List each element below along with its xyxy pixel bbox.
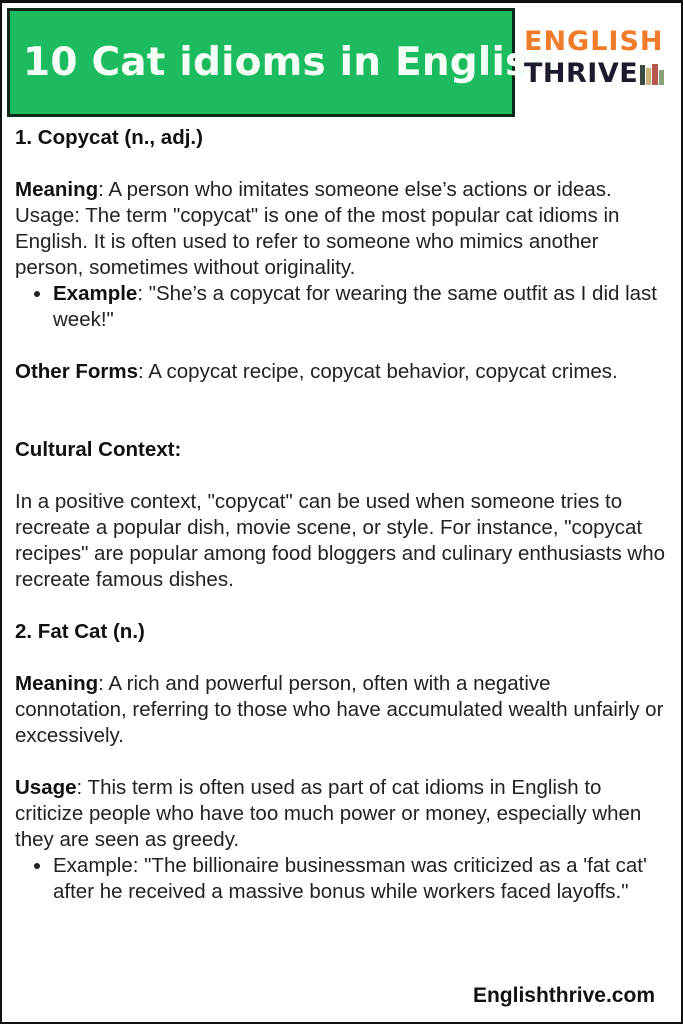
logo-text-thrive-row [524, 57, 674, 91]
example-list-copycat [15, 281, 665, 333]
article-content [15, 125, 665, 905]
example-list-fat-cat [15, 853, 665, 905]
list-item: • Example: "The billionaire businessman was criticized as a 'fat cat' after he received a massive bonus while workers faced layoffs." [53, 853, 665, 905]
cultural-context-text: In a positive context, "copycat" can be used when someone tries to recreate a popular dish, movie scene, or style. For instance, "copycat recipes" are popular among food bloggers and culinary enthusiasts who recreate famous dishes. [15, 490, 666, 591]
meaning-fat-cat [15, 671, 665, 749]
example-label: Example [53, 282, 138, 305]
footer-site-link[interactable]: Englishthrive.com [472, 984, 655, 1007]
usage-fat-cat [15, 775, 665, 853]
brand-logo [524, 27, 674, 103]
books-icon [640, 63, 665, 85]
other-forms-copycat [15, 359, 665, 385]
meaning-text: : A person who imitates someone else’s actions or ideas. [98, 178, 612, 201]
logo-text-english: ENGLISH [524, 26, 664, 57]
usage-text: : This term is often used as part of cat idioms in English to criticize people who have too much power or money, especially when they are seen as greedy. [15, 776, 642, 851]
logo-text-thrive: THRIVE [524, 58, 639, 89]
page-title: 10 Cat idioms in English [23, 40, 557, 85]
usage-copycat: Usage: The term "copycat" is one of the most popular cat idioms in English. It is often used to refer to someone who mimics another person, sometimes without originality. [15, 204, 620, 279]
usage-label: Usage [15, 776, 77, 799]
meaning-text: : A rich and powerful person, often with a negative connotation, referring to those who have accumulated wealth unfairly or excessively. [15, 672, 664, 747]
meaning-copycat [15, 177, 665, 203]
idiom-heading-fat-cat: 2. Fat Cat (n.) [15, 620, 145, 643]
meaning-label: Meaning [15, 672, 99, 695]
list-item [53, 281, 665, 333]
idiom-heading-copycat: 1. Copycat (n., adj.) [15, 126, 203, 149]
other-forms-label: Other Forms [15, 360, 139, 383]
example-text: : "She’s a copycat for wearing the same outfit as I did last week!" [53, 282, 657, 331]
other-forms-text: : A copycat recipe, copycat behavior, copycat crimes. [138, 360, 618, 383]
cultural-context-heading: Cultural Context: [15, 438, 182, 461]
meaning-label: Meaning [15, 178, 99, 201]
title-banner [7, 8, 557, 117]
